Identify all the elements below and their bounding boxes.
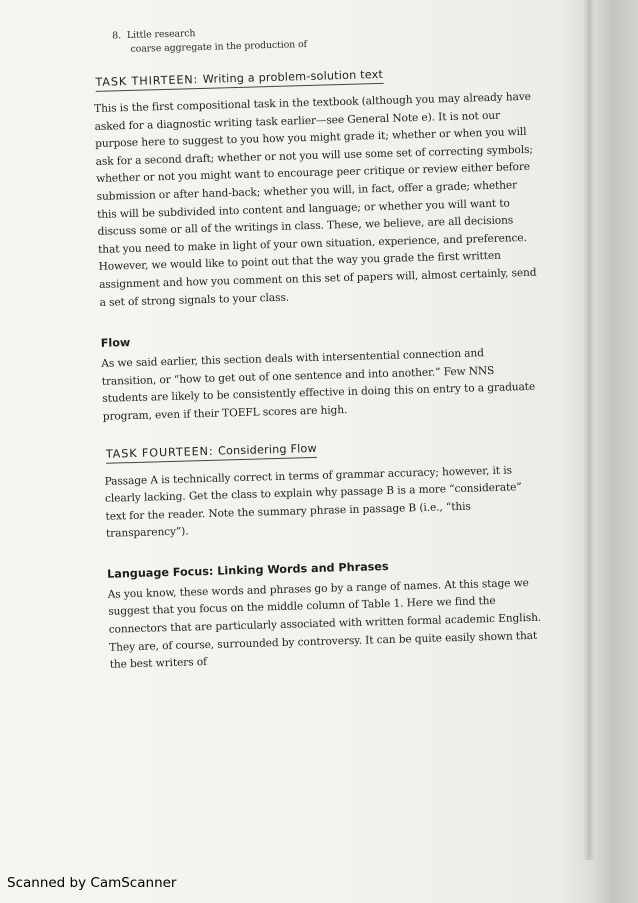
page-content xyxy=(92,18,550,675)
fragment-line-2: coarse aggregate in the production of xyxy=(130,39,308,55)
task-fourteen-body: Passage A is technically correct in terms of grammar accuracy; however, it is clearly lacking. Get the class to explain why passage B is a more “considerate” text for the reader. Note the summary phrase in passage B (i.e., “this transparency”). xyxy=(104,463,522,541)
scanner-watermark: Scanned by CamScanner xyxy=(7,875,177,891)
language-focus-body: As you know, these words and phrases go by a range of names. At this stage we suggest that you focus on the middle column of Table 1. Here we find the connectors that are particularly associated with written formal academic English. They are, of course, surrounded by controversy. It can be quite easily shown that the best writers of xyxy=(107,576,542,671)
list-number: 8. xyxy=(112,30,122,42)
task-thirteen-subtitle: Writing a problem-solution text xyxy=(202,67,384,86)
task-thirteen-label: TASK THIRTEEN: xyxy=(95,73,199,89)
task-fourteen-subtitle: Considering Flow xyxy=(217,441,317,458)
flow-heading: Flow xyxy=(100,336,131,351)
language-focus-heading: Language Focus: Linking Words and Phrases xyxy=(107,559,389,581)
task-thirteen-body: This is the first compositional task in the textbook (although you may already have asked for a diagnostic writing task earlier—see General Note e). It is not our purpose here to suggest to you how you might grade it; whether or when you will ask for a second draft; whether or not you will use some set of correcting symbols; whether or not you might want to encourage peer critique or review either before submission or after hand-back; whether you will, in fact, offer a grade; whether this will be subdivided into content and language; or whether you will want to discuss some or all of the writings in class. These, we believe, are all decisions that you need to make in light of your own situation, experience, and preference. However, we would like to point out that the way you grade the first written assignment and how you comment on this set of papers will, almost certainly, send a set of strong signals to your class. xyxy=(94,90,537,309)
flow-body: As we said earlier, this section deals with intersentential connection and transition, or “how to get out of one sentence and into another.” Few NNS students are likely to be consistently effective in doing this on entry to a graduate program, even if their TOEFL scores are high. xyxy=(101,347,536,423)
fragment-line-1: Little research xyxy=(126,28,196,42)
task-fourteen-label: TASK FOURTEEN: xyxy=(105,444,214,461)
